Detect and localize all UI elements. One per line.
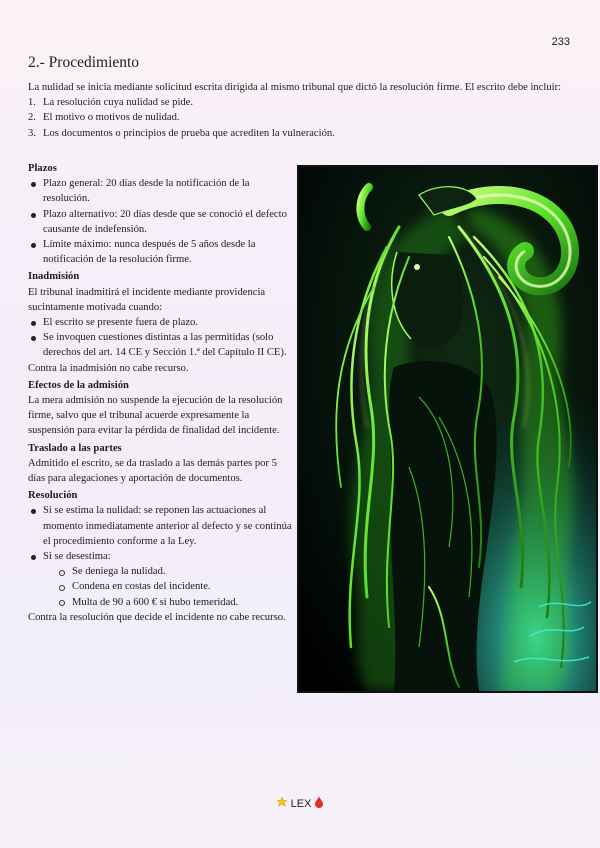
list-item: El escrito se presente fuera de plazo. [28, 315, 292, 330]
resolucion-heading: Resolución [28, 490, 78, 502]
efectos-heading: Efectos de la admisión [28, 379, 129, 391]
inadmision-heading: Inadmisión [28, 271, 80, 283]
traslado-section [28, 441, 292, 487]
item-number: 2. [28, 112, 36, 124]
intro-list [28, 95, 576, 141]
intro [28, 80, 576, 141]
list-item: Límite máximo: nunca después de 5 años desde la notificación de la resolución firme. [28, 237, 292, 267]
illustration-svg [299, 167, 596, 691]
plazos-heading: Plazos [28, 163, 57, 174]
item-number: 1. [28, 97, 36, 109]
item-text: Los documentos o principios de prueba que acrediten la vulneración. [43, 127, 335, 139]
inadmision-text: El tribunal inadmitirá el incidente mediante providencia sucintamente motivada cuando: [28, 286, 266, 313]
resolucion-section [28, 488, 292, 625]
item-text: La resolución cuya nulidad se pide. [43, 97, 194, 109]
list-item [28, 126, 576, 141]
traslado-text: Admitido el escrito, se da traslado a las demás partes por 5 días para alegaciones y aportación de documentos. [28, 457, 277, 485]
inadmision-closing: Contra la inadmisión no cabe recurso. [28, 362, 189, 374]
left-column [28, 161, 292, 627]
list-item [28, 110, 576, 125]
item-text: El motivo o motivos de nulidad. [43, 112, 180, 124]
section-title: 2.- Procedimiento [28, 54, 140, 71]
traslado-heading: Traslado a las partes [28, 442, 122, 454]
efectos-section [28, 378, 292, 439]
inadmision-section [28, 269, 292, 375]
plazos-section [28, 161, 292, 267]
list-item: Si se estima la nulidad: se reponen las actuaciones al momento inmediatamente anterior al defecto y se continúa el procedimiento conforme a la Ley. [28, 503, 292, 549]
list-item: Plazo alternativo: 20 días desde que se conoció el defecto causante de indefensión. [28, 207, 292, 237]
blood-drop-icon [314, 796, 324, 811]
footer [0, 796, 600, 811]
star-icon [276, 796, 288, 811]
item-number: 3. [28, 127, 36, 139]
illustration-glowing-ram-horned-figure [297, 165, 598, 693]
footer-text: LEX [290, 797, 312, 810]
page-number: 233 [551, 36, 570, 48]
intro-text: La nulidad se inicia mediante solicitud escrita dirigida al mismo tribunal que dictó la resolución firme. El escrito debe incluir: [28, 82, 562, 93]
list-item: Plazo general: 20 días desde la notificación de la resolución. [28, 176, 292, 206]
item-text: Si se desestima: [43, 551, 111, 563]
sub-list-item: Multa de 90 a 600 € si hubo temeridad. [43, 595, 292, 610]
sub-list-item: Se deniega la nulidad. [43, 564, 292, 579]
list-item [28, 549, 292, 610]
sub-list [43, 564, 292, 610]
list-item: Se invoquen cuestiones distintas a las permitidas (solo derechos del art. 14 CE y Sección 1.ª del Capítulo II CE). [28, 330, 292, 360]
sub-list-item: Condena en costas del incidente. [43, 579, 292, 594]
efectos-text: La mera admisión no suspende la ejecución de la resolución firme, salvo que el tribunal acuerde expresamente la suspensión para evitar la pérdida de finalidad del incidente. [28, 395, 283, 437]
list-item [28, 95, 576, 110]
resolucion-closing: Contra la resolución que decide el incidente no cabe recurso. [28, 611, 286, 623]
